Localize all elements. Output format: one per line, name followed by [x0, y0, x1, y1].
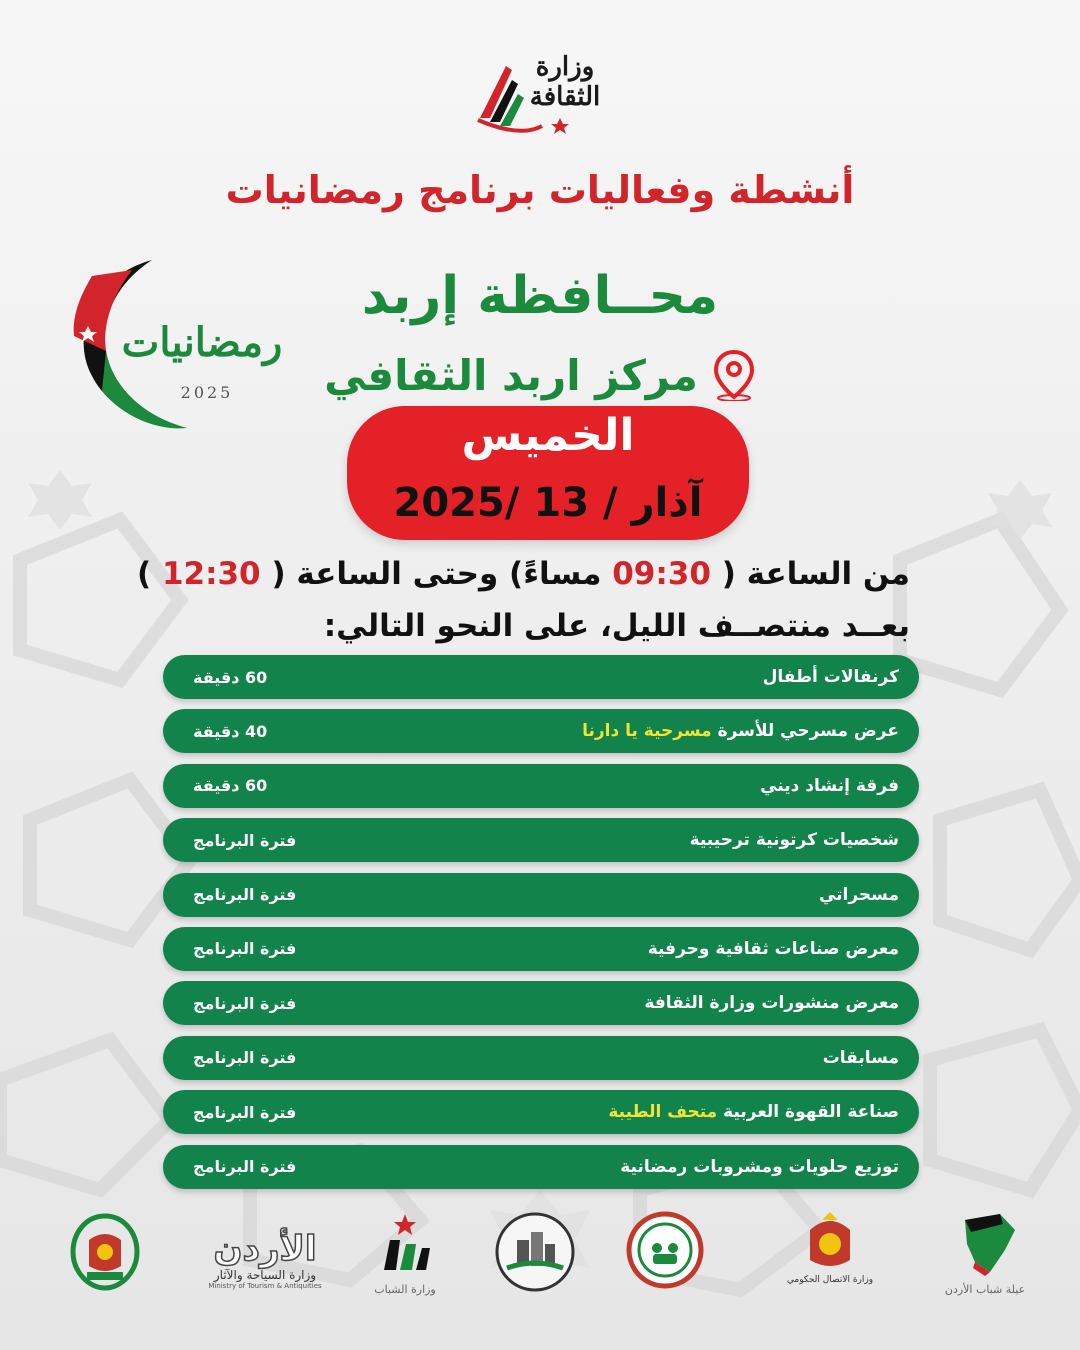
activity-title: فرقة إنشاد ديني: [760, 775, 899, 796]
time-from-prefix: من الساعة (: [721, 556, 910, 592]
list-item: [163, 927, 919, 971]
military-crest-icon: [65, 1210, 145, 1294]
ministry-name: وزارة الثقافة: [529, 52, 601, 112]
activity-duration: فترة البرنامج: [193, 1157, 297, 1177]
day-name: الخميس: [461, 410, 635, 461]
ministry-of-youth-logo: وزارة الشباب: [350, 1210, 460, 1296]
activity-title: شخصيات كرتونية ترحيبية: [689, 830, 899, 851]
activity-duration: 40 دقيقة: [193, 721, 268, 741]
ministry-of-tourism-logo: الأردن وزارة السياحة والآثار Ministry of Tourism & Antiquities: [208, 1229, 322, 1290]
activity-duration: 60 دقيقة: [193, 667, 268, 687]
ministry-local-administration-logo: [480, 1210, 590, 1297]
governorate-title: محــافظة إربد: [361, 266, 719, 326]
time-range: [136, 556, 910, 592]
ministry-government-communication-logo: وزارة الاتصال الحكومي: [770, 1210, 890, 1285]
list-item: [163, 1145, 919, 1189]
circle-emblem-icon: [625, 1210, 705, 1290]
center-name: مركز اربد الثقافي: [324, 350, 698, 400]
activity-title: مسابقات: [822, 1047, 899, 1068]
partner-logos: [40, 1210, 1040, 1320]
page-headline: أنشطة وفعاليات برنامج رمضانيات: [225, 168, 855, 212]
list-item: [163, 873, 919, 917]
location-pin-icon: [712, 349, 756, 401]
time-note: بعــد منتصــف الليل، على النحو التالي:: [323, 608, 910, 644]
center-location: [300, 340, 780, 410]
list-item: [163, 981, 919, 1025]
jordan-map-icon: [945, 1210, 1025, 1280]
youth-emblem-icon: [370, 1210, 440, 1280]
activity-title: توزيع حلويات ومشروبات رمضانية: [620, 1156, 899, 1177]
activity-duration: فترة البرنامج: [193, 939, 297, 959]
partner-circle-logo: [610, 1210, 720, 1293]
emblem-year: 2025: [180, 383, 234, 402]
time-to: 12:30: [161, 556, 261, 592]
royal-crest-icon: [802, 1210, 858, 1272]
activity-duration: فترة البرنامج: [193, 830, 297, 850]
activity-title: عرض مسرحي للأسرة مسرحية يا دارنا: [582, 721, 899, 742]
activity-duration: 60 دقيقة: [193, 776, 268, 796]
list-item: [163, 1090, 919, 1134]
activity-title: مسحراتي: [818, 884, 899, 905]
emblem-script: رمضانيات: [121, 319, 283, 366]
activity-title: معرض صناعات ثقافية وحرفية: [647, 938, 899, 959]
list-item: [163, 818, 919, 862]
ramadaniyat-emblem: [62, 256, 292, 436]
jordan-youth-family-logo: عيلة شباب الأردن: [930, 1210, 1040, 1296]
list-item: [163, 764, 919, 808]
activity-title: معرض منشورات وزارة الثقافة: [644, 993, 899, 1014]
list-item: [163, 1036, 919, 1080]
security-crest-logo: [50, 1210, 160, 1297]
list-item: [163, 655, 919, 699]
activity-duration: فترة البرنامج: [193, 993, 297, 1013]
time-from-suffix: مساءً) وحتى الساعة (: [271, 556, 602, 592]
local-administration-icon: [493, 1210, 577, 1294]
activity-title: كرنفالات أطفال: [762, 667, 899, 687]
event-date: 2025/ آذار / 13: [393, 480, 703, 526]
list-item: [163, 709, 919, 753]
activity-title: صناعة القهوة العربية متحف الطيبة: [608, 1102, 899, 1123]
activity-duration: فترة البرنامج: [193, 1048, 297, 1068]
activity-duration: فترة البرنامج: [193, 1102, 297, 1122]
activity-duration: فترة البرنامج: [193, 885, 297, 905]
time-to-suffix: ): [136, 556, 152, 592]
program-list: [163, 655, 919, 1199]
time-from: 09:30: [612, 556, 711, 592]
